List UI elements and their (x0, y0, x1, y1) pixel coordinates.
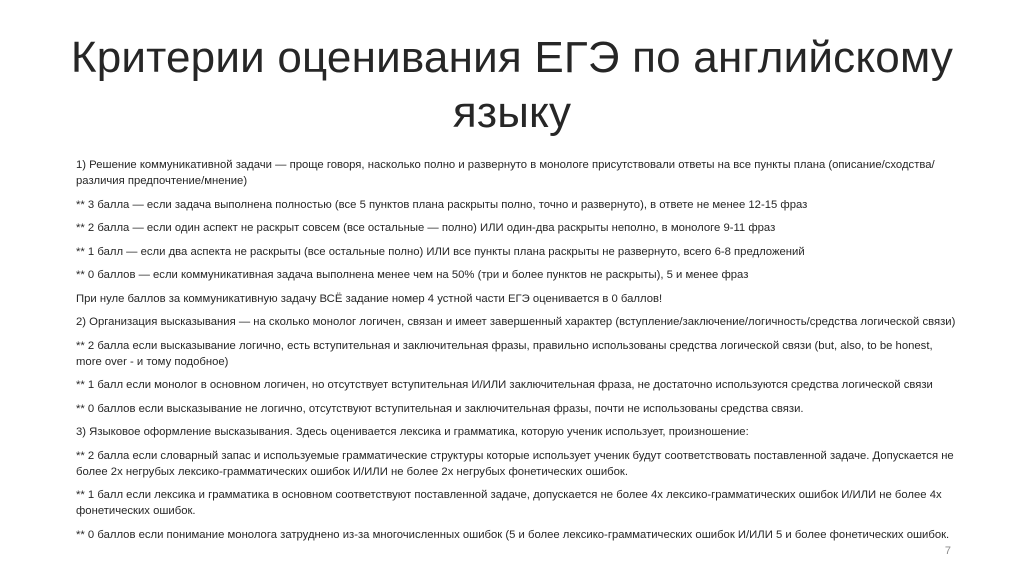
paragraph-criterion-1-score-1: ** 1 балл — если два аспекта не раскрыты (все остальные полно) ИЛИ все пункты плана раскрыты не развернуто, всего 6-8 предложений (76, 245, 805, 258)
paragraph-criterion-2: 2) Организация высказывания — на сколько монолог логичен, связан и имеет завершенный характер (вступление/заключение/логичность/средства логической связи) (76, 316, 956, 328)
paragraph-criterion-1-score-2: ** 2 балла — если один аспект не раскрыт совсем (все остальные — полно) ИЛИ один-два раскрыты неполно, в монологе 9-11 фраз (76, 222, 776, 234)
paragraph-criterion-2-score-1: ** 1 балл если монолог в основном логичен, но отсутствует вступительная И/ИЛИ заключительная фраза, не достаточно используются средства логической связи (76, 379, 933, 391)
paragraph-criterion-3-score-0: ** 0 баллов если понимание монолога затруднено из-за многочисленных ошибок (5 и более лексико-грамматических ошибок И/ИЛИ 5 и более фонетических ошибок. (76, 528, 950, 541)
paragraph-criterion-2-score-0: ** 0 баллов если высказывание не логично, отсутствуют вступительная и заключительная фразы, почти не использованы средства связи. (76, 402, 804, 415)
paragraph-criterion-1: 1) Решение коммуникативной задачи — проще говоря, насколько полно и развернуто в монологе присутствовали ответы на все пункты плана (описание/сходства/различия предпочтение/мнение) (76, 159, 935, 187)
paragraph-criterion-3-score-1: ** 1 балл если лексика и грамматика в основном соответствуют поставленной задаче, допускается не более 4х лексико-грамматических ошибок И/ИЛИ не более 4х фонетических ошибок. (76, 489, 942, 517)
paragraph-criterion-2-score-2: ** 2 балла если высказывание логично, есть вступительная и заключительная фразы, правильно использованы средства логической связи (but, also, to be honest, more over - и тому подобное) (76, 339, 933, 368)
paragraph-criterion-1-score-3: ** 3 балла — если задача выполнена полностью (все 5 пунктов плана раскрыты полно, точно и развернуто), в ответе не менее 12-15 фраз (76, 198, 808, 211)
paragraph-zero-score-note: При нуле баллов за коммуникативную задачу ВСЁ задание номер 4 устной части ЕГЭ оценивается в 0 баллов! (76, 292, 663, 305)
slide-body (76, 157, 956, 550)
paragraph-criterion-3-score-2: ** 2 балла если словарный запас и используемые грамматические структуры которые использует ученик будут соответствовать поставленной задаче. Допускается не более 2х негрубых лексико-грамматических ошибок И/ИЛИ не более 2х негрубых фонетических ошибок. (76, 449, 954, 478)
paragraph-criterion-1-score-0: ** 0 баллов — если коммуникативная задача выполнена менее чем на 50% (три и более пунктов не раскрыты), 5 и менее фраз (76, 269, 749, 281)
page-number: 7 (944, 545, 951, 557)
paragraph-criterion-3: 3) Языковое оформление высказывания. Здесь оценивается лексика и грамматика, которую ученик использует, произношение: (76, 426, 749, 438)
slide-title: Критерии оценивания ЕГЭ по английскому языку (70, 33, 954, 137)
